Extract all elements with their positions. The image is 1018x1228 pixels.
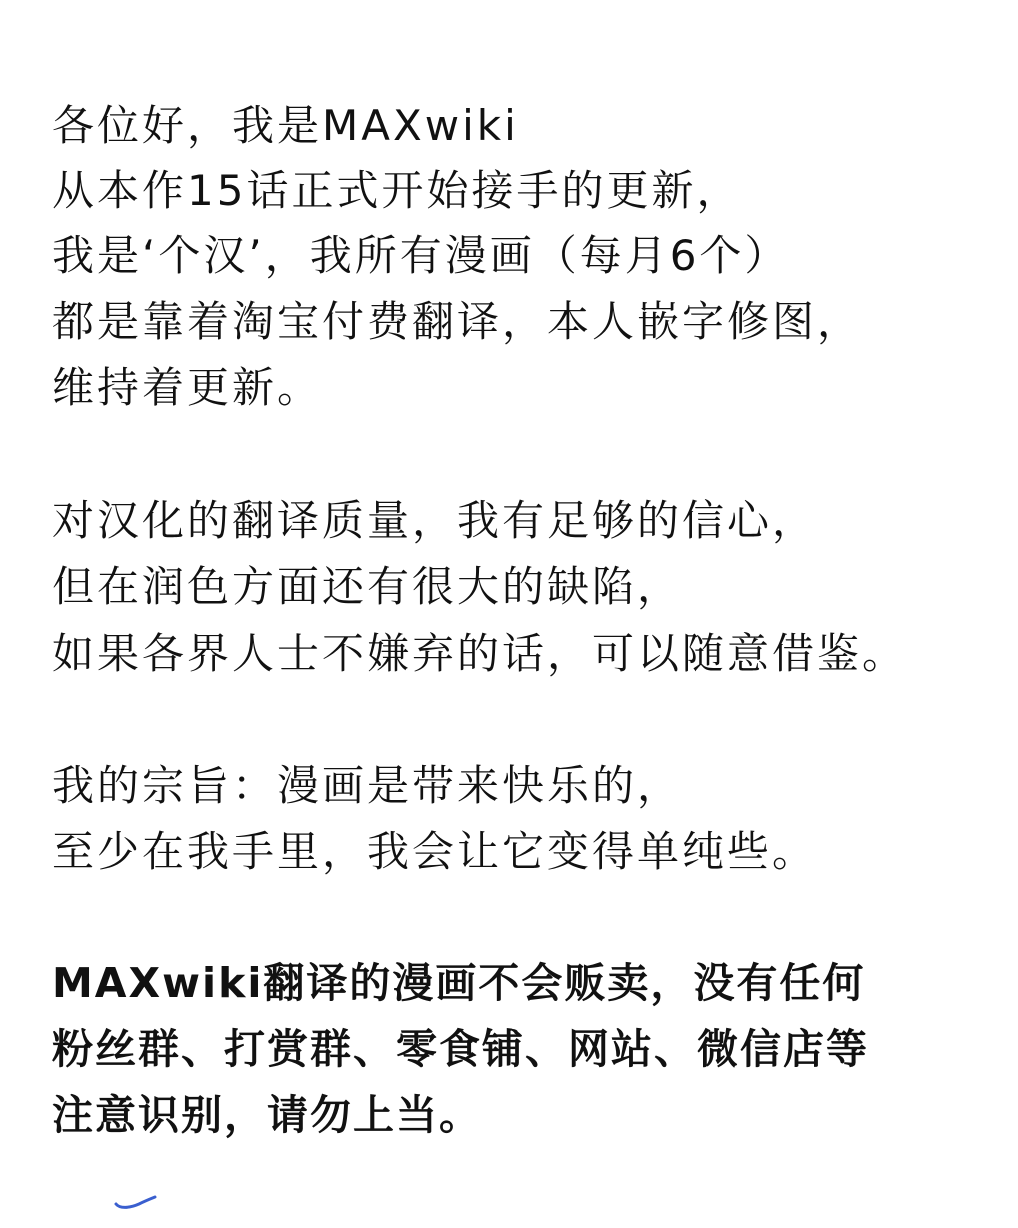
blue-pen-stroke-icon	[112, 1188, 158, 1212]
paragraph-2-line-3: 如果各界人士不嫌弃的话，可以随意借鉴。	[52, 629, 908, 678]
paragraph-3-line-1: 我的宗旨：漫画是带来快乐的，	[52, 761, 683, 810]
warning-line-1: MAXwiki翻译的漫画不会贩卖，没有任何	[52, 959, 866, 1007]
paragraph-1-line-3: 我是‘个汉’，我所有漫画（每月6个）	[52, 231, 790, 280]
warning-line-3: 注意识别，请勿上当。	[52, 1091, 482, 1139]
warning-line-2: 粉丝群、打赏群、零食铺、网站、微信店等	[52, 1025, 869, 1073]
paragraph-2-line-1: 对汉化的翻译质量，我有足够的信心，	[52, 496, 818, 545]
paragraph-2-line-2: 但在润色方面还有很大的缺陷，	[52, 562, 683, 611]
paragraph-1-line-1: 各位好，我是MAXwiki	[52, 101, 519, 150]
paragraph-1-line-5: 维持着更新。	[52, 363, 323, 412]
paragraph-1-line-4: 都是靠着淘宝付费翻译，本人嵌字修图，	[52, 297, 863, 346]
paragraph-1-line-2: 从本作15话正式开始接手的更新，	[52, 166, 742, 215]
paragraph-3-line-2: 至少在我手里，我会让它变得单纯些。	[52, 827, 818, 876]
